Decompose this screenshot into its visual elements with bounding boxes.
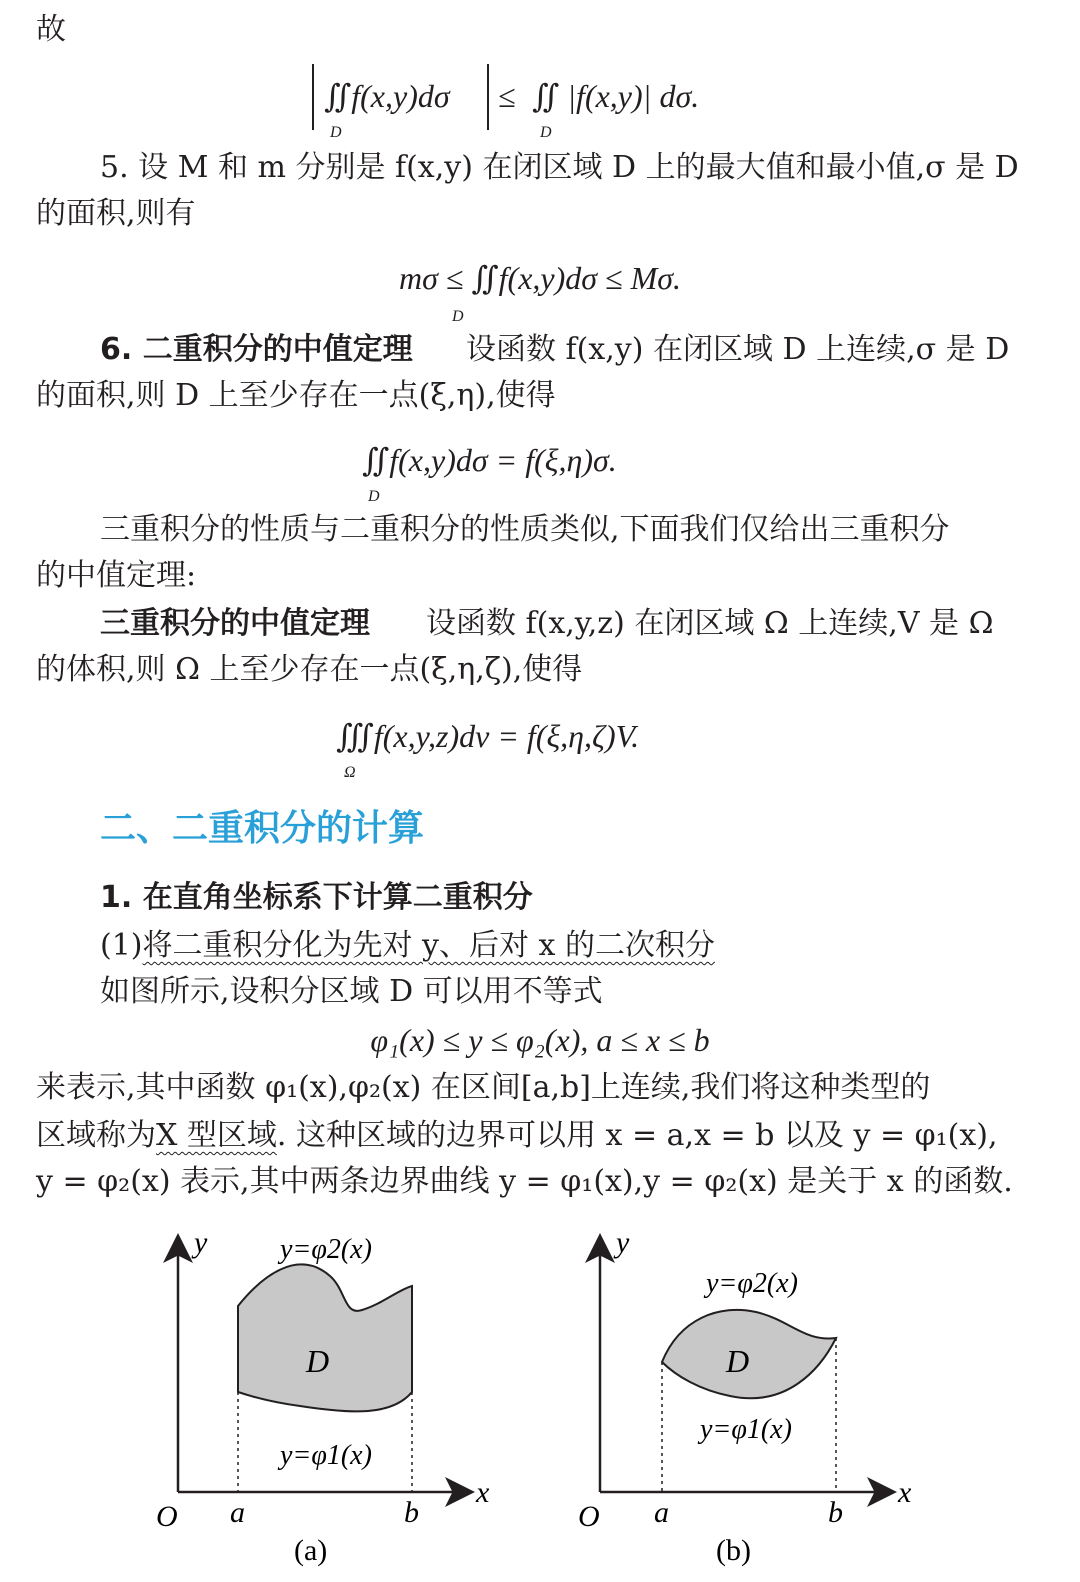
figure-a [156,1226,490,1567]
equation-4: ∭f(x,y,z)dv = f(ξ,η,ζ)V. [336,718,640,754]
fig-b-y-label: y [616,1226,630,1259]
paragraph-10-line-1: 来表示,其中函数 φ₁(x),φ₂(x) 在区间[a,b]上连续,我们将这种类型的 [36,1070,931,1105]
paragraph-8-title: 三重积分的中值定理 [100,606,370,641]
fig-b-x-label: x [898,1476,912,1509]
paragraph-10-line-3: y = φ₂(x) 表示,其中两条边界曲线 y = φ₁(x),y = φ₂(x) 是关于 x 的函数. [36,1164,1013,1199]
item-1-text: 将二重积分化为先对 y、后对 x 的二次积分 [142,928,715,963]
text-gu: 故 [36,12,66,47]
fig-a-lower-curve-label: y=φ1(x) [280,1440,372,1471]
fig-b-region-label: D [726,1343,750,1379]
equation-2: mσ ≤ ∬f(x,y)dσ ≤ Mσ. [398,260,682,296]
paragraph-6-line-2: 的面积,则 D 上至少存在一点(ξ,η),使得 [36,378,556,413]
figures [0,1220,1080,1582]
fig-b-origin: O [578,1500,600,1533]
item-1 [100,926,715,966]
abs-bar-right [487,64,489,130]
fig-b-tick-a: a [654,1496,669,1529]
paragraph-10-line-2 [36,1116,998,1156]
eq1-mid: ≤ [498,78,516,114]
eq4-sub: Ω [344,764,356,781]
fig-a-upper-curve-label: y=φ2(x) [280,1234,372,1265]
fig-a-tick-a: a [230,1496,245,1529]
equation-5: φ₁(x) ≤ y ≤ φ₂(x), a ≤ x ≤ b [370,1022,710,1058]
p10-pre: 区域称为 [36,1118,156,1153]
paragraph-6-line-1: 设函数 f(x,y) 在闭区域 D 上连续,σ 是 D [466,332,1010,367]
fig-b-caption: (b) [716,1534,751,1567]
fig-a-y-label: y [194,1226,208,1259]
paragraph-8-line-2: 的体积,则 Ω 上至少存在一点(ξ,η,ζ),使得 [36,652,583,687]
x-type-region-term: X 型区域 [156,1118,277,1153]
eq3-sub: D [368,488,380,505]
fig-a-tick-b: b [404,1496,419,1529]
paragraph-7-line-2: 的中值定理: [36,558,197,593]
paragraph-5-line-2: 的面积,则有 [36,196,196,231]
paragraph-6-title: 6. 二重积分的中值定理 [100,332,413,367]
eq1-right: ∬ |f(x,y)| dσ. [532,78,700,114]
fig-b-tick-b: b [828,1496,843,1529]
paragraph-9: 如图所示,设积分区域 D 可以用不等式 [100,974,603,1009]
eq1-left: ∬f(x,y)dσ [324,78,450,114]
fig-b-lower-curve-label: y=φ1(x) [700,1414,792,1445]
fig-a-caption: (a) [294,1534,328,1567]
fig-a-origin: O [156,1500,178,1533]
fig-a-region-label: D [306,1343,330,1379]
subsection-1-title: 1. 在直角坐标系下计算二重积分 [100,880,533,915]
item-1-number: (1) [100,928,143,963]
section-title: 二、二重积分的计算 [100,808,425,849]
fig-a-x-label: x [476,1476,490,1509]
equation-3: ∬f(x,y)dσ = f(ξ,η)σ. [362,442,617,478]
abs-bar-left [312,64,314,130]
p10-post: . 这种区域的边界可以用 x = a,x = b 以及 y = φ₁(x), [276,1118,998,1153]
eq2-sub: D [452,308,464,325]
paragraph-7-line-1: 三重积分的性质与二重积分的性质类似,下面我们仅给出三重积分 [100,512,950,547]
figure-b [578,1226,912,1567]
paragraph-5-line-1: 5. 设 M 和 m 分别是 f(x,y) 在闭区域 D 上的最大值和最小值,σ 是 D [100,150,1019,185]
eq1-sub-left: D [330,124,342,141]
paragraph-8-line-1: 设函数 f(x,y,z) 在闭区域 Ω 上连续,V 是 Ω [426,606,994,641]
eq1-sub-right: D [540,124,552,141]
fig-a-region [238,1264,412,1411]
fig-b-upper-curve-label: y=φ2(x) [706,1268,798,1299]
